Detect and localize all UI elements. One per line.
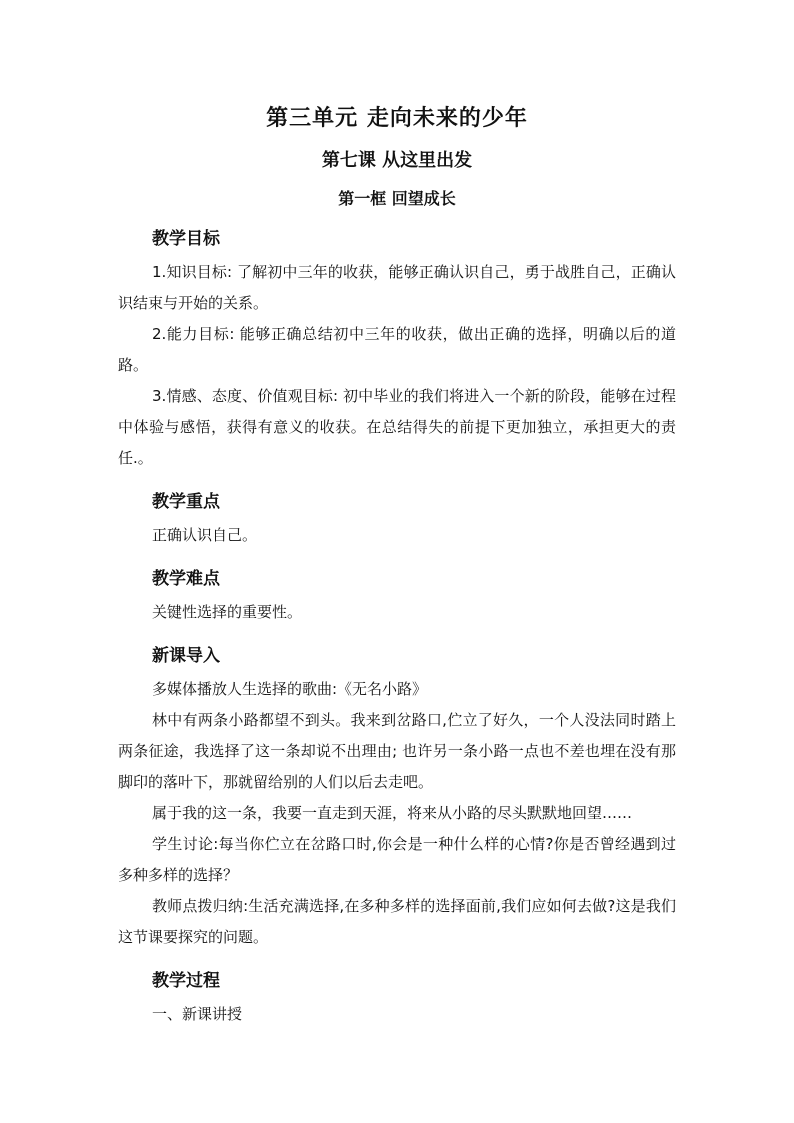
- intro-song: 多媒体播放人生选择的歌曲:《无名小路》: [152, 680, 428, 698]
- intro-discussion: 学生讨论:每当你伫立在岔路口时,你会是一种什么样的心情?你是否曾经遇到过多种多样的选择？: [118, 835, 676, 884]
- objective-knowledge: 1.知识目标: 了解初中三年的收获，能够正确认识自己，勇于战胜自己，正确认识结束与开始的关系。: [118, 263, 676, 312]
- key-points-text: 正确认识自己。: [152, 526, 258, 544]
- objective-ability: 2.能力目标: 能够正确总结初中三年的收获，做出正确的选择，明确以后的道路。: [118, 325, 676, 374]
- process-heading: 教学过程: [152, 971, 220, 991]
- intro-heading: 新课导入: [152, 646, 220, 666]
- intro-summary: 教师点拨归纳:生活充满选择,在多种多样的选择面前,我们应如何去做?这是我们这节课要探究的问题。: [118, 897, 676, 946]
- objective-emotion: 3.情感、态度、价值观目标: 初中毕业的我们将进入一个新的阶段，能够在过程中体验与感悟，获得有意义的收获。在总结得失的前提下更加独立，承担更大的责任.。: [118, 387, 676, 467]
- key-points-heading: 教学重点: [152, 492, 220, 512]
- lesson-title: 第七课 从这里出发: [321, 150, 473, 171]
- section-title: 第一框 回望成长: [338, 189, 456, 208]
- difficulties-text: 关键性选择的重要性。: [152, 603, 303, 621]
- intro-poem-2: 属于我的这一条，我要一直走到天涯，将来从小路的尽头默默地回望……: [152, 804, 633, 822]
- unit-title: 第三单元 走向未来的少年: [266, 106, 528, 131]
- objectives-heading: 教学目标: [152, 229, 220, 249]
- intro-poem-1: 林中有两条小路都望不到头。我来到岔路口,伫立了好久，一个人没法同时踏上两条征途，我选择了这一条却说不出理由; 也许另一条小路一点也不差也埋在没有那脚印的落叶下，那就留给别的人们以后去走吧。: [118, 711, 676, 791]
- difficulties-heading: 教学难点: [152, 569, 220, 589]
- process-step-1: 一、新课讲授: [152, 1005, 243, 1023]
